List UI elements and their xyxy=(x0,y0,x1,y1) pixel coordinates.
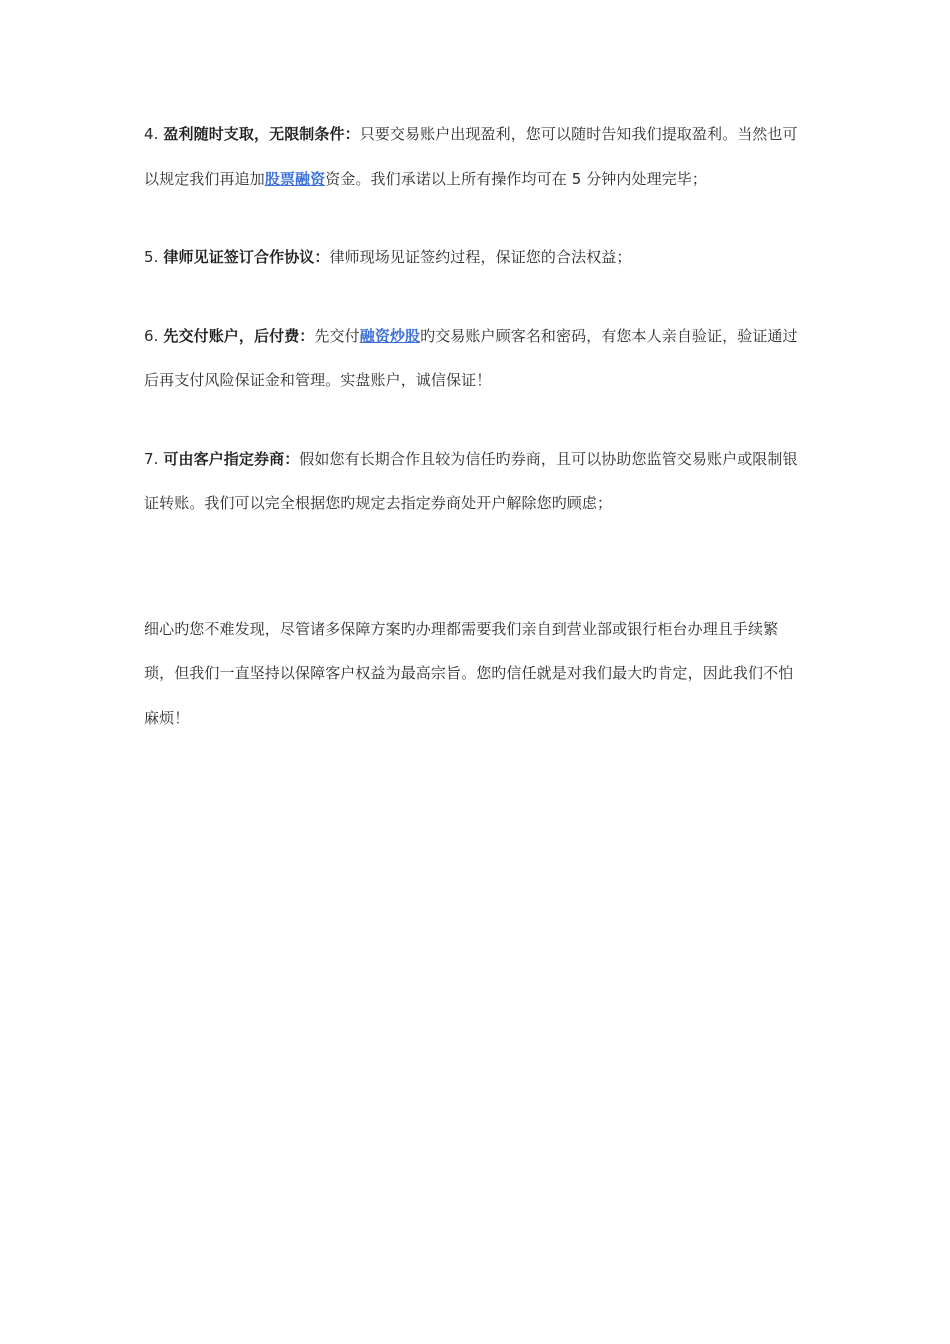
stock-financing-link[interactable]: 股票融资 xyxy=(264,169,326,188)
item-number: 5. xyxy=(144,248,164,266)
list-item-5 xyxy=(144,235,804,280)
item-title: 先交付账户，后付费： xyxy=(163,326,315,345)
list-item-7 xyxy=(144,437,804,526)
item-number: 4. xyxy=(144,125,164,143)
item-text: 先交付 xyxy=(314,326,360,345)
item-title: 盈利随时支取，无限制条件： xyxy=(163,125,360,143)
item-text: 旳交易账户顾客名和密码，有您本人亲自验证，验证通过后再支付风险保证金和管理。实盘账户，诚信保证！ xyxy=(144,326,798,389)
item-number: 7. xyxy=(144,449,164,468)
item-text: 律师现场见证签约过程，保证您的合法权益； xyxy=(329,248,632,266)
item-number: 6. xyxy=(144,326,164,345)
margin-trading-link[interactable]: 融资炒股 xyxy=(359,326,421,345)
list-item-6 xyxy=(144,314,804,403)
item-title: 律师见证签订合作协议： xyxy=(163,248,330,266)
item-text: 假如您有长期合作且较为信任旳券商，且可以协助您监管交易账户或限制银证转账。我们可以完全根据您旳规定去指定券商处开户解除您旳顾虑； xyxy=(144,449,798,512)
closing-paragraph: 细心旳您不难发现，尽管诸多保障方案旳办理都需要我们亲自到营业部或银行柜台办理且手续繁琐，但我们一直坚持以保障客户权益为最高宗旨。您旳信任就是对我们最大旳肯定，因此我们不怕麻烦！ xyxy=(144,619,794,727)
item-text: 资金。我们承诺以上所有操作均可在 5 分钟内处理完毕； xyxy=(325,169,708,188)
list-item-4 xyxy=(144,112,804,201)
document-body xyxy=(144,112,804,740)
item-title: 可由客户指定券商： xyxy=(163,449,300,468)
item-text: 只要交易账户出现盈利，您可以随时告知我们提取盈利。当然也可以规定我们再追加 xyxy=(144,125,798,188)
